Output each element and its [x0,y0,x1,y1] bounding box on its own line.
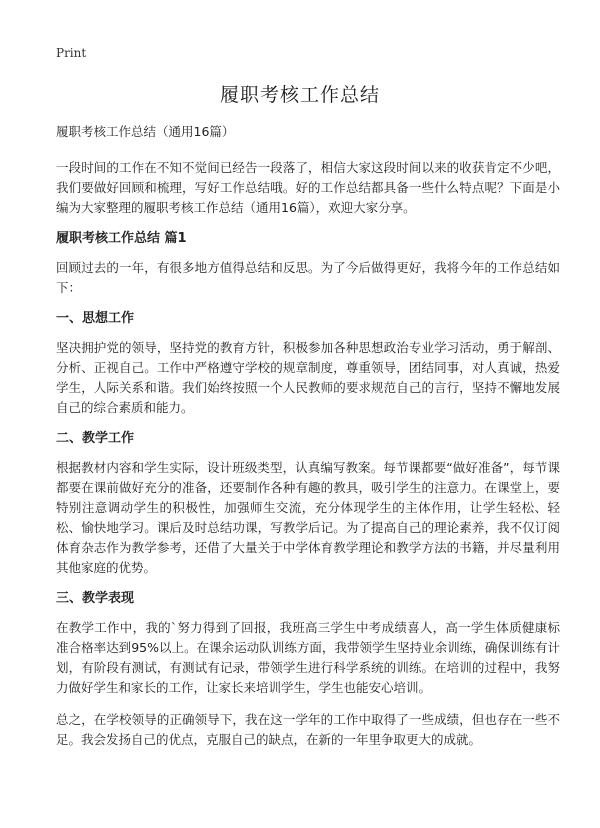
section-heading-thought: 一、思想工作 [56,311,135,326]
print-link[interactable]: Print [56,46,87,60]
subtitle: 履职考核工作总结（通用16篇） [56,124,235,139]
article-content [56,122,560,762]
section-body-thought: 坚决拥护党的领导，坚持党的教育方针，积极参加各种思想政治专业学习活动，勇于解剖、分析、正视自己。工作中严格遵守学校的规章制度，尊重领导，团结同事，对人真诚，热爱学生，人际关系和谐。我们始终按照一个人民教师的要求规范自己的言行，坚持不懈地发展自己的综合素质和能力。 [56,340,560,415]
section-heading-performance: 三、教学表现 [56,591,135,606]
section-heading-teaching: 二、教学工作 [56,431,135,446]
article-heading: 履职考核工作总结 篇1 [56,231,187,246]
conclusion-paragraph: 总之，在学校领导的正确领导下，我在这一学年的工作中取得了一些成绩，但也存在一些不足。我会发扬自己的优点，克服自己的缺点，在新的一年里争取更大的成就。 [56,712,560,747]
section-body-teaching: 根据教材内容和学生实际，设计班级类型，认真编写教案。每节课都要“做好准备”，每节课都要在课前做好充分的准备，还要制作各种有趣的教具，吸引学生的注意力。在课堂上，要特别注意调动学生的积极性，加强师生交流，充分体现学生的主体作用，让学生轻松、轻松、愉快地学习。课后及时总结功课，写教学后记。为了提高自己的理论素养，我不仅订阅体育杂志作为教学参考，还借了大量关于中学体育教学理论和教学方法的书籍，并尽量利用其他家庭的优势。 [56,460,560,575]
page-title: 履职考核工作总结 [219,84,380,106]
section-body-performance: 在教学工作中，我的`努力得到了回报，我班高三学生中考成绩喜人，高一学生体质健康标准合格率达到95%以上。在课余运动队训练方面，我带领学生坚持业余训练，确保训练有计划，有阶段有测试，有测试有记录，带领学生进行科学系统的训练。在培训的过程中，我努力做好学生和家长的工作，让家长来培训学生，学生也能安心培训。 [56,620,560,695]
intro-paragraph: 一段时间的工作在不知不觉间已经告一段落了，相信大家这段时间以来的收获肯定不少吧，我们要做好回顾和梳理，写好工作总结哦。好的工作总结都具备一些什么特点呢？下面是小编为大家整理的履职考核工作总结（通用16篇），欢迎大家分享。 [56,160,560,215]
article-intro-paragraph: 回顾过去的一年，有很多地方值得总结和反思。为了今后做得更好，我将今年的工作总结如下： [56,260,560,295]
